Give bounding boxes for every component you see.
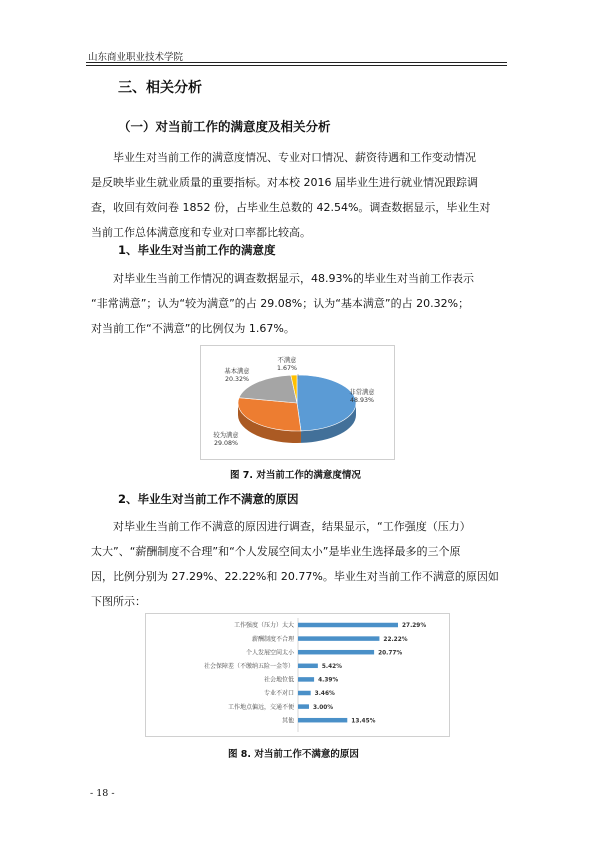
reasons-line: 因，比例分别为 27.29%、22.22%和 20.77%。毕业生对当前工作不满意的原因如 xyxy=(91,570,499,583)
intro-line: 是反映毕业生就业质量的重要指标。对本校 2016 届毕业生进行就业情况跟踪调 xyxy=(91,176,478,189)
pie-value-label: 48.93% xyxy=(349,397,375,404)
bar-value-label: 20.77% xyxy=(378,650,403,657)
satisfaction-line: 对当前工作“不满意”的比例仅为 1.67%。 xyxy=(91,322,295,335)
reasons-line: 太大”、“薪酬制度不合理”和“个人发展空间太小”是毕业生选择最多的三个原 xyxy=(91,545,461,558)
pie-category-label: 非常满意 xyxy=(349,389,375,396)
bar-value-label: 3.46% xyxy=(314,691,335,698)
intro-paragraph xyxy=(91,145,509,245)
bar-category-label: 专业不对口 xyxy=(263,690,294,698)
reasons-paragraph xyxy=(91,514,509,614)
satisfaction-paragraph xyxy=(91,266,509,341)
bar-category-label: 工作地点偏远，交通不便 xyxy=(227,703,294,711)
bar-0 xyxy=(298,623,398,628)
heading-satisfaction: 1、毕业生对当前工作的满意度 xyxy=(118,243,276,257)
pie-category-label: 不满意 xyxy=(277,357,297,364)
pie-value-label: 20.32% xyxy=(224,376,250,383)
bar-category-label: 其他 xyxy=(281,717,294,725)
bar-5 xyxy=(298,691,311,696)
bar-3 xyxy=(298,664,318,669)
intro-line: 毕业生对当前工作的满意度情况、专业对口情况、薪资待遇和工作变动情况 xyxy=(113,151,476,164)
page-number: - 18 - xyxy=(90,788,115,799)
header-rule-thin xyxy=(86,65,507,66)
pie-chart xyxy=(201,346,394,459)
intro-line: 当前工作总体满意度和专业对口率都比较高。 xyxy=(91,226,311,239)
header-rule xyxy=(86,62,507,63)
figure-8-caption: 图 8. 对当前工作不满意的原因 xyxy=(228,749,359,760)
bar-value-label: 27.29% xyxy=(402,623,427,630)
header-school-name: 山东商业职业技术学院 xyxy=(88,52,184,63)
heading-reasons: 2、毕业生对当前工作不满意的原因 xyxy=(118,492,299,506)
bar-value-label: 5.42% xyxy=(321,664,342,670)
bar-value-label: 22.22% xyxy=(383,636,408,643)
satisfaction-line: 对毕业生当前工作情况的调查数据显示，48.93%的毕业生对当前工作表示 xyxy=(113,272,474,285)
bar-4 xyxy=(298,677,314,682)
bar-category-label: 社会地位低 xyxy=(263,676,294,684)
pie-value-label: 29.08% xyxy=(213,440,239,447)
bar-chart xyxy=(146,614,449,736)
subsection-title: （一）对当前工作的满意度及相关分析 xyxy=(118,119,331,134)
bar-category-label: 薪酬制度不合理 xyxy=(251,635,294,643)
bar-category-label: 工作强度（压力）太大 xyxy=(233,622,294,630)
pie-category-label: 基本满意 xyxy=(224,368,250,375)
bar-category-label: 个人发展空间太小 xyxy=(245,649,294,657)
bar-1 xyxy=(298,636,379,641)
satisfaction-line: “非常满意”；认为“较为满意”的占 29.08%；认为“基本满意”的占 20.32%； xyxy=(91,297,470,310)
bar-category-label: 社会保障差（不缴纳五险一金等） xyxy=(203,663,294,670)
bar-chart-frame xyxy=(145,613,450,737)
pie-category-label: 较为满意 xyxy=(213,432,239,439)
reasons-line: 下图所示： xyxy=(91,595,146,608)
bar-value-label: 4.39% xyxy=(318,677,339,684)
figure-7-caption: 图 7. 对当前工作的满意度情况 xyxy=(230,470,361,481)
reasons-line: 对毕业生当前工作不满意的原因进行调查，结果显示，“工作强度（压力） xyxy=(113,520,471,533)
bar-value-label: 3.00% xyxy=(312,704,334,711)
bar-7 xyxy=(298,718,347,723)
bar-6 xyxy=(298,704,309,709)
intro-line: 查，收回有效问卷 1852 份，占毕业生总数的 42.54%。调查数据显示，毕业生对 xyxy=(91,201,491,214)
section-title: 三、相关分析 xyxy=(118,80,202,96)
bar-2 xyxy=(298,650,374,655)
pie-value-label: 1.67% xyxy=(276,365,298,372)
bar-value-label: 13.45% xyxy=(351,718,376,725)
pie-chart-frame xyxy=(200,345,395,460)
